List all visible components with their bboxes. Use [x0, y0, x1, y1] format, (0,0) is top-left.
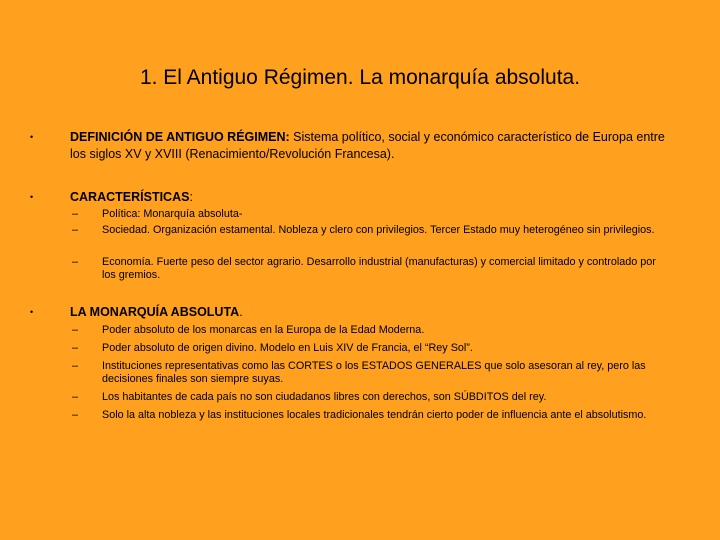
bullet-marker: • — [30, 132, 34, 142]
bullet-text — [70, 304, 670, 321]
dash-marker: – — [72, 409, 79, 421]
dash-marker: – — [72, 224, 79, 236]
bullet-body: : — [189, 190, 193, 204]
sub-item-text: Poder absoluto de los monarcas en la Europa de la Edad Moderna. — [102, 324, 425, 336]
slide-title: 1. El Antiguo Régimen. La monarquía absoluta. — [139, 66, 581, 89]
sub-item-text: Los habitantes de cada país no son ciudadanos libres con derechos, son SÚBDITOS del rey. — [102, 391, 547, 403]
bullet-text — [70, 189, 670, 206]
dash-marker: – — [72, 360, 79, 372]
sub-item-text: Sociedad. Organización estamental. Nobleza y clero con privilegios. Tercer Estado muy heterogéneo sin privilegios. — [102, 224, 655, 236]
bullet-heading: LA MONARQUÍA ABSOLUTA — [70, 305, 240, 319]
dash-marker: – — [72, 342, 79, 354]
bullet-heading: CARACTERÍSTICAS — [70, 190, 190, 204]
bullet-body: . — [239, 305, 243, 319]
sub-item-text: Instituciones representativas como las CORTES o los ESTADOS GENERALES que solo asesoran al rey, pero las decisiones finales son siempre suyas. — [102, 360, 646, 385]
dash-marker: – — [72, 256, 79, 268]
sub-item-text: Solo la alta nobleza y las instituciones locales tradicionales tendrán cierto poder de influencia ante el absolutismo. — [102, 409, 647, 421]
sub-item-text: Economía. Fuerte peso del sector agrario. Desarrollo industrial (manufacturas) y comercial limitado y controlado por los gremios. — [102, 256, 656, 281]
bullet-heading: DEFINICIÓN DE ANTIGUO RÉGIMEN: — [70, 130, 290, 144]
dash-marker: – — [72, 391, 79, 403]
sub-item-text: Política: Monarquía absoluta- — [102, 208, 243, 220]
bullet-marker: • — [30, 192, 34, 202]
bullet-body: Sistema político, social y económico característico de Europa entre los siglos XV y XVIII (Renacimiento/Revolución Francesa). — [70, 130, 665, 161]
dash-marker: – — [72, 208, 79, 220]
dash-marker: – — [72, 324, 79, 336]
sub-item-text: Poder absoluto de origen divino. Modelo en Luis XIV de Francia, el “Rey Sol”. — [102, 342, 473, 354]
bullet-text — [70, 129, 670, 163]
bullet-marker: • — [30, 307, 34, 317]
